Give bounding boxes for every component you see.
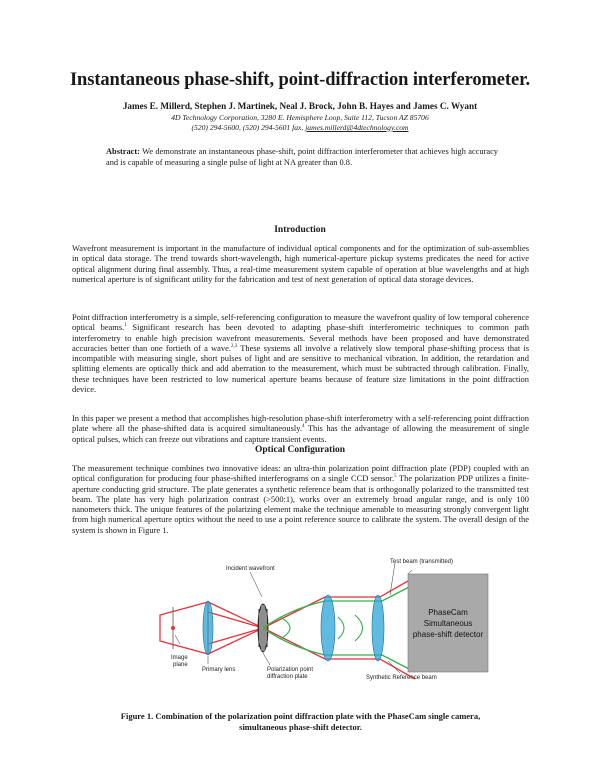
label-pdp-1: Polarization point [267, 667, 314, 673]
detector-label-1: PhaseCam [428, 608, 468, 617]
email-link[interactable]: james.millerd@4dtechnology.com [305, 123, 409, 132]
primary-lens-shape [203, 601, 213, 655]
citation-ref: 4 [302, 424, 305, 430]
citation-ref: 2,3 [230, 344, 238, 350]
caption-line-2: simultaneous phase-shift detector. [239, 721, 362, 732]
intro-p2-text-a: Point diffraction interferometry is a simple, self-referencing configuration to measure the wavefront quality of low temporal coherence optical beams. [72, 312, 529, 333]
paper-title: Instantaneous phase-shift, point-diffraction interferometer. [69, 70, 531, 90]
label-test-beam: Test beam (transmitted) [390, 559, 454, 565]
label-incident-wavefront: Incident wavefront [226, 566, 275, 572]
abstract [106, 147, 498, 168]
label-primary-lens: Primary lens [202, 667, 236, 673]
image-plane-marker [171, 607, 175, 649]
figure-1-diagram [150, 557, 490, 707]
intro-p2-text-b: Significant research has been devoted to adapting phase-shift interferometric techniques to common path interferometry to enable high precision wavefront measurements. Several methods have been proposed and have demonstrated accuracies better than one fortieth of a wave. [72, 322, 529, 353]
citation-ref: 1 [124, 323, 127, 329]
label-image-plane-1: Image [171, 655, 188, 661]
optical-p1-text-a: The measurement technique combines two innovative ideas: an ultra-thin polarization point diffraction plate (PDP) coupled with an optical configuration for producing four phase-shifted interferograms on a single CCD sensor. [72, 463, 529, 484]
abstract-text: We demonstrate an instantaneous phase-shift, point diffraction interferometer that achieves high accuracy and is capable of measuring a single pulse of light at NA greater than 0.8. [106, 147, 498, 167]
optical-paragraph-1 [72, 463, 529, 535]
section-heading-introduction: Introduction [274, 225, 326, 235]
detector-label-2: Simultaneous [423, 619, 473, 628]
citation-ref: 5 [394, 474, 397, 480]
intro-p2-text-c: These systems all involve a relatively slow temporal phase-shifting process that is incompatible with measuring single, short pulses of light and are sensitive to mechanical vibration. In addition, the retardation and splitting elements are optically thick and add aberration to the measurement, which must be subtracted through calibration. Finally, these techniques have been restricted to low numerical aperture beams because of feature size limitations in the point diffraction device. [72, 342, 529, 395]
red-beam-right [263, 577, 415, 679]
abstract-label: Abstract: [106, 147, 140, 156]
label-synthetic-reference: Synthetic Reference beam [366, 675, 437, 681]
label-image-plane-2: plane [173, 662, 188, 668]
section-heading-optical-configuration: Optical Configuration [255, 445, 345, 455]
intro-paragraph-2 [72, 312, 529, 394]
contact-phone: (520) 294-5600, (520) 294-5601 fax, [191, 123, 306, 132]
affiliation-address: 4D Technology Corporation, 3280 E. Hemisphere Loop, Suite 112, Tucson AZ 85706 [171, 113, 429, 122]
caption-line-1: Figure 1. Combination of the polarization point diffraction plate with the PhaseCam single camera, [120, 711, 481, 721]
intro-paragraph-1: Wavefront measurement is important in the manufacture of individual optical components and for the optimization of sub-assemblies in optical data storage. The trend towards short-wavelength, high numerical-aperture pickup systems predicates the need for active optical alignment during final assembly. Thus, a real-time measurement system capable of operation at blue wavelengths and at high numerical aperture is of significant utility for the fabrication and test of next generation of optical data storage devices. [72, 243, 529, 284]
figure-1-caption [72, 711, 529, 732]
detector-label-3: phase-shift detector [412, 630, 484, 639]
optical-p1-text-b: The polarization PDP utilizes a finite-aperture conducting grid structure. The plate generates a synthetic reference beam that is orthogonally polarized to the transmitted test beam. The plate has very high polarization contrast (>500:1), works over an extremely broad angular range, and is only 100 nanometers thick. The unique features of the polarizing element make the technique amenable to measuring strongly convergent light from high numerical aperture optics without the need to use a point reference source to calibrate the system. The overall design of the system is shown in Figure 1. [72, 473, 530, 535]
label-pdp-2: diffraction plate [267, 674, 308, 680]
intro-p3-text-b: This has the advantage of allowing the measurement of single optical pulses, which can freeze out vibrations and capture transient events. [72, 423, 529, 444]
intro-paragraph-3 [72, 413, 529, 444]
author-list: James E. Millerd, Stephen J. Martinek, Neal J. Brock, John B. Hayes and James C. Wyant [122, 101, 478, 111]
phasecam-detector-box [408, 570, 488, 672]
intro-p3-text-a: In this paper we present a method that accomplishes high-resolution phase-shift interferometry with a self-referencing point diffraction plate where all the phase-shifted data is acquired simultaneously. [72, 413, 529, 434]
collimating-lenses [321, 595, 384, 661]
affiliation-contact [40, 123, 560, 133]
